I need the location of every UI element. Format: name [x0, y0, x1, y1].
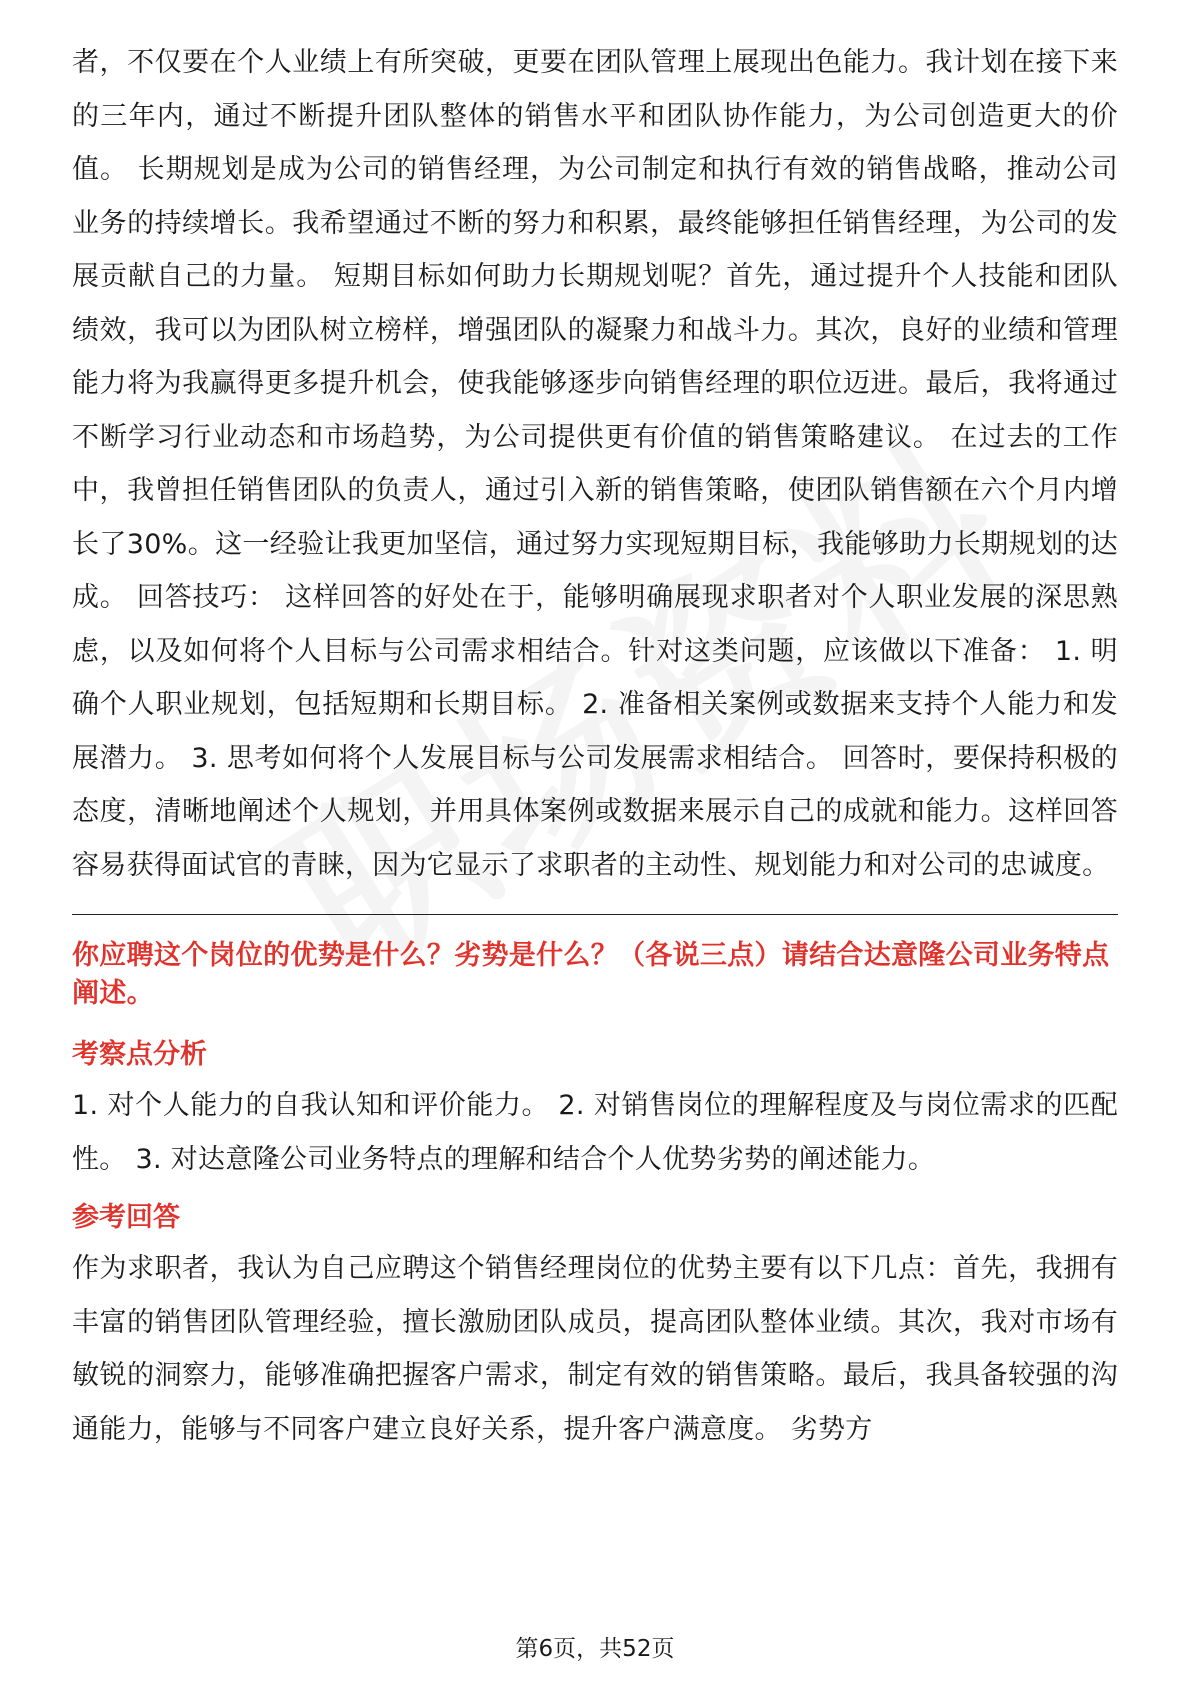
continuation-paragraph: 者，不仅要在个人业绩上有所突破，更要在团队管理上展现出色能力。我计划在接下来的三年内，通过不断提升团队整体的销售水平和团队协作能力，为公司创造更大的价值。 长期规划是成为公司的销售经理，为公司制定和执行有效的销售战略，推动公司业务的持续增长。我希望通过不断的努力和积累，最终能够担任销售经理，为公司的发展贡献自己的力量。 短期目标如何助力长期规划呢？首先，通过提升个人技能和团队绩效，我可以为团队树立榜样，增强团队的凝聚力和战斗力。其次，良好的业绩和管理能力将为我赢得更多提升机会，使我能够逐步向销售经理的职位迈进。最后，我将通过不断学习行业动态和市场趋势，为公司提供更有价值的销售策略建议。 在过去的工作中，我曾担任销售团队的负责人，通过引入新的销售策略，使团队销售额在六个月内增长了30%。这一经验让我更加坚信，通过努力实现短期目标，我能够助力长期规划的达成。 回答技巧： 这样回答的好处在于，能够明确展现求职者对个人职业发展的深思熟虑，以及如何将个人目标与公司需求相结合。针对这类问题，应该做以下准备： 1. 明确个人职业规划，包括短期和长期目标。 2. 准备相关案例或数据来支持个人能力和发展潜力。 3. 思考如何将个人发展目标与公司发展需求相结合。 回答时，要保持积极的态度，清晰地阐述个人规划，并用具体案例或数据来展示自己的成就和能力。这样回答容易获得面试官的青睐，因为它显示了求职者的主动性、规划能力和对公司的忠诚度。: [72, 47, 1118, 881]
analysis-paragraph: 1. 对个人能力的自我认知和评价能力。 2. 对销售岗位的理解程度及与岗位需求的匹配性。 3. 对达意隆公司业务特点的理解和结合个人优势劣势的阐述能力。: [72, 1090, 1118, 1175]
document-page: [72, 36, 1118, 1456]
page-number: 第6页，共52页: [515, 1636, 675, 1662]
analysis-heading: 考察点分析: [72, 1039, 207, 1070]
section-divider: [72, 914, 1118, 915]
question-title: 你应聘这个岗位的优势是什么？劣势是什么？（各说三点）请结合达意隆公司业务特点阐述。: [72, 940, 1110, 1009]
answer-paragraph: 作为求职者，我认为自己应聘这个销售经理岗位的优势主要有以下几点：首先，我拥有丰富的销售团队管理经验，擅长激励团队成员，提高团队整体业绩。其次，我对市场有敏锐的洞察力，能够准确把握客户需求，制定有效的销售策略。最后，我具备较强的沟通能力，能够与不同客户建立良好关系，提升客户满意度。 劣势方: [72, 1253, 1118, 1445]
answer-heading: 参考回答: [72, 1202, 180, 1233]
